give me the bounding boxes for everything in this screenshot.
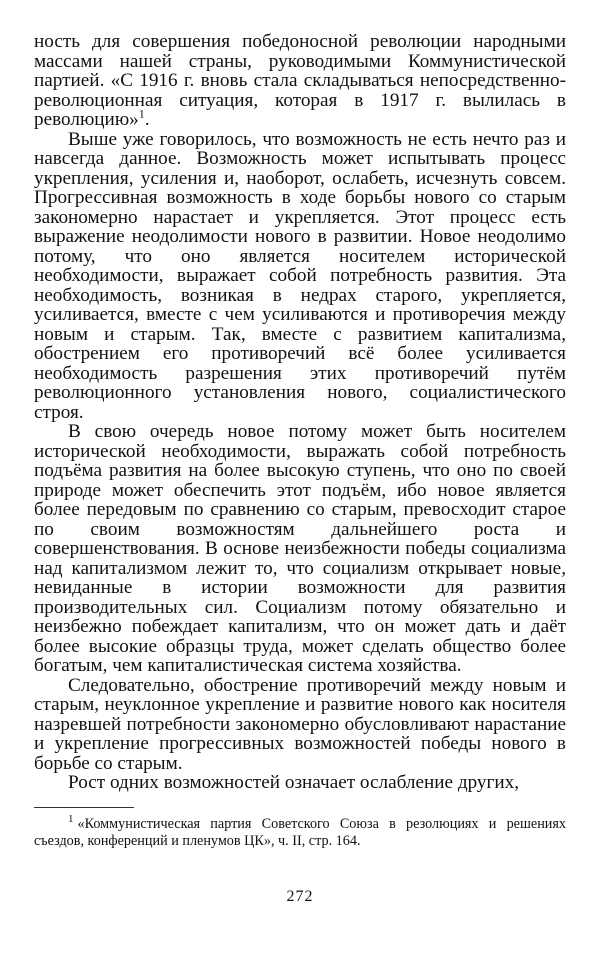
footnote-text: «Коммунистическая партия Советского Союза в резолюциях и решениях съездов, конференций и пленумов ЦК», ч. II, стр. 164. <box>34 815 566 849</box>
paragraph-5: Рост одних возможностей означает ослабление других, <box>68 772 520 793</box>
paragraph-1 <box>34 32 566 130</box>
paragraph-2: Выше уже говорилось, что возможность не есть нечто раз и навсегда данное. Возможность может испытывать процесс укрепления, усиления и, наоборот, ослабеть, исчезнуть совсем. Прогрессивная возможность в ходе борьбы нового со старым закономерно нарастает и укрепляется. Этот процесс есть выражение неодолимости нового в развитии. Новое неодолимо потому, что оно является носителем исторической необходимости, выражает собой потребность развития. Эта необходимость, возникая в недрах старого, укрепляется, усиливается, вместе с чем усиливаются и противоречия между новым и старым. Так, вместе с развитием капитализма, обострением его противоречий всё более усиливается необходимость разрешения этих противоречий путём революционного установления нового, социалистического строя. <box>34 128 566 423</box>
page-number: 272 <box>286 888 314 905</box>
footnote-divider <box>34 807 134 808</box>
paragraph-4: Следовательно, обострение противоречий между новым и старым, неуклонное укрепление и развитие нового как носителя назревшей потребности закономерно обусловливают нарастание и укрепление прогрессивных возможностей победы нового в борьбе со старым. <box>34 674 566 774</box>
paragraph-3: В свою очередь новое потому может быть носителем исторической необходимости, выражать собой потребность подъёма развития на более высокую ступень, что оно по своей природе может обеспечить этот подъём, ибо новое является более передовым по сравнению со старым, превосходит старое по своим возможностям дальнейшего роста и совершенствования. В основе неизбежности победы социализма над капитализмом лежит то, что социализм открывает новые, невиданные в истории возможности для развития производительных сил. Социализм потому обязательно и неизбежно побеждает капитализм, что он может дать и даёт более высокие образцы труда, может сделать общество более богатым, чем капиталистическая система хозяйства. <box>34 421 566 676</box>
footnote <box>34 812 566 850</box>
footnote-mark: 1 <box>68 812 74 825</box>
paragraph-1-end: . <box>144 109 150 130</box>
page-body <box>34 32 566 850</box>
paragraph-1-text: ность для совершения победоносной революции народными массами нашей страны, руководимыми Коммунистической партией. «С 1916 г. вновь стала складываться непосредственно-революционная ситуация, которая в 1917 г. вылилась в революцию» <box>34 31 566 130</box>
footnote-reference[interactable]: 1 <box>138 106 145 121</box>
